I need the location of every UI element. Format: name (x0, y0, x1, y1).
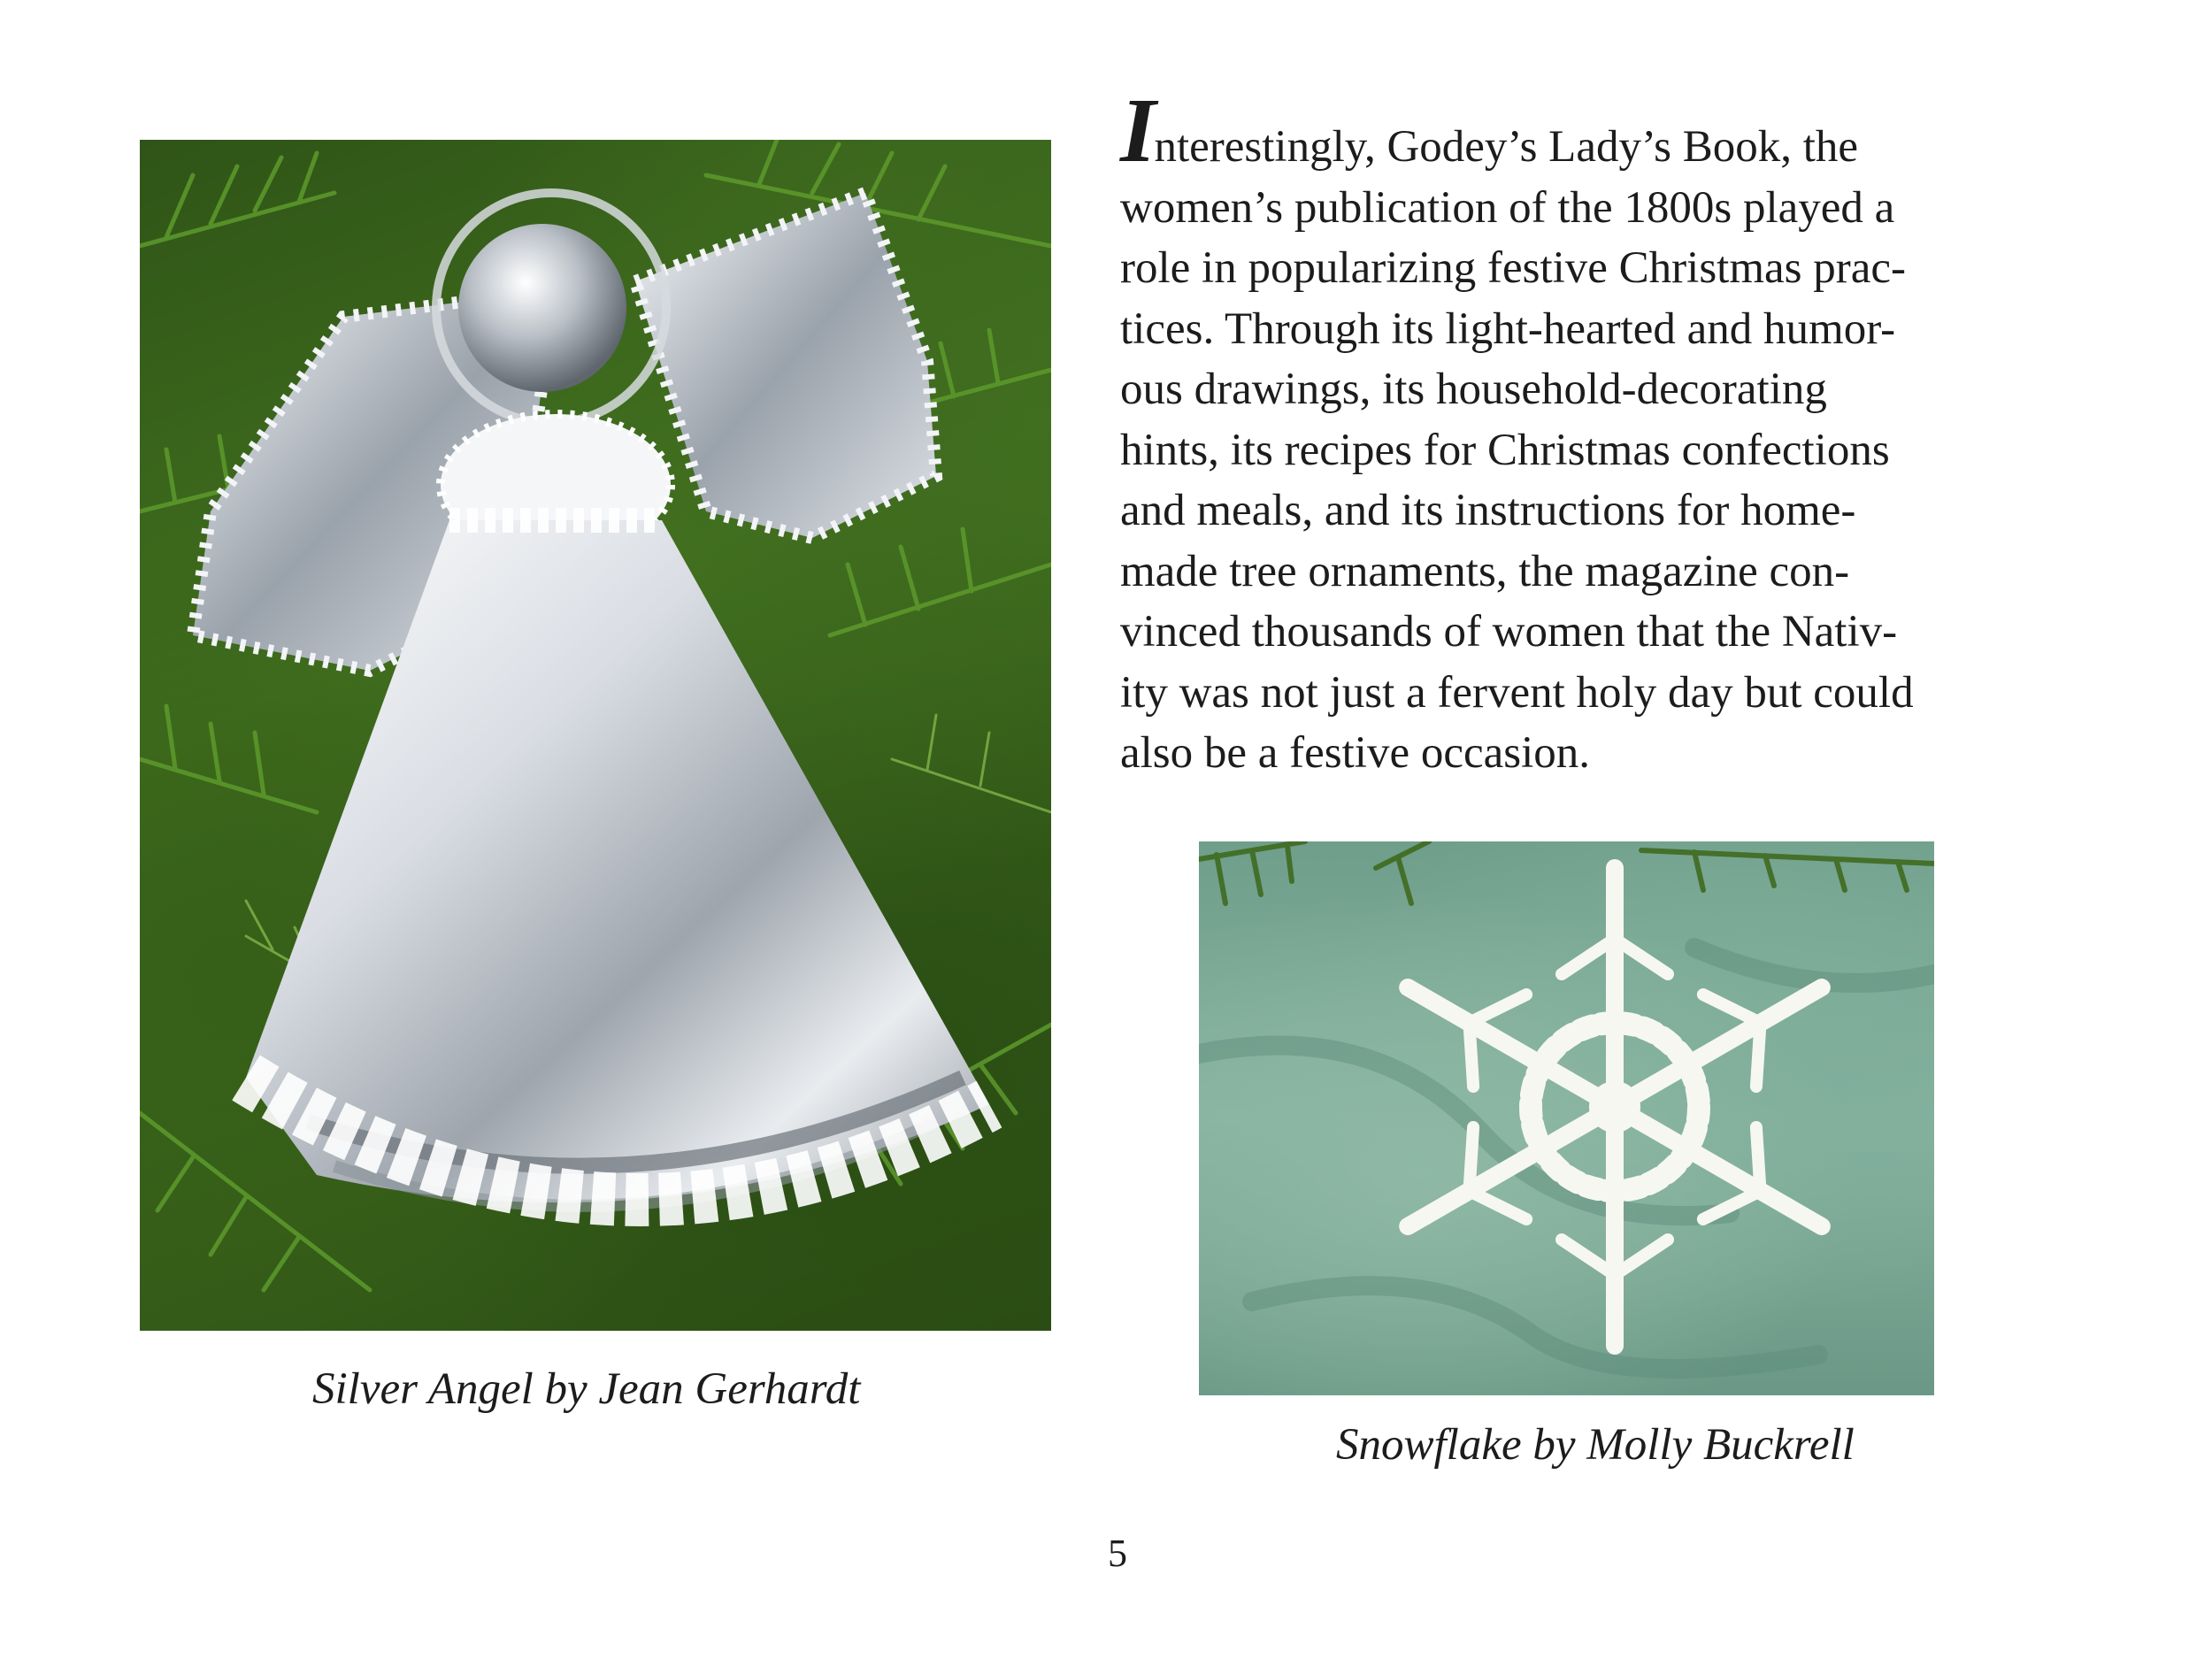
text-line: and meals, and its instructions for home- (1120, 486, 1856, 535)
snowflake-photo (1199, 841, 1934, 1395)
text-line: also be a festive occasion. (1120, 728, 1591, 778)
silver-angel-photo (140, 140, 1051, 1331)
page-number: 5 (1108, 1532, 1127, 1575)
text-line: women’s publication of the 1800s played a (1120, 182, 1895, 233)
silver-angel-illustration (140, 140, 1051, 1331)
text-line: vinced thousands of women that the Nativ- (1120, 607, 1898, 657)
text-line: ity was not just a fervent holy day but could (1120, 667, 1914, 718)
text-line: made tree ornaments, the magazine con- (1120, 546, 1850, 596)
text-line: role in popularizing festive Christmas prac- (1120, 243, 1906, 293)
drop-cap: I (1120, 80, 1155, 181)
crochet-snowflake (1408, 868, 1822, 1346)
angel-right-wing (635, 193, 936, 538)
text-line: tices. Through its light-hearted and humor- (1120, 303, 1896, 354)
text-line: ous drawings, its household-decorating (1120, 365, 1827, 414)
snowflake-caption: Snowflake by Molly Buckrell (1336, 1420, 1855, 1470)
angel-head (458, 224, 626, 392)
article-paragraph (1120, 80, 2014, 784)
snowflake-illustration (1199, 841, 1934, 1395)
angel-caption: Silver Angel by Jean Gerhardt (312, 1364, 861, 1414)
text-line: hints, its recipes for Christmas confections (1120, 425, 1890, 475)
text-line: nterestingly, Godey’s Lady’s Book, the (1154, 122, 1859, 172)
